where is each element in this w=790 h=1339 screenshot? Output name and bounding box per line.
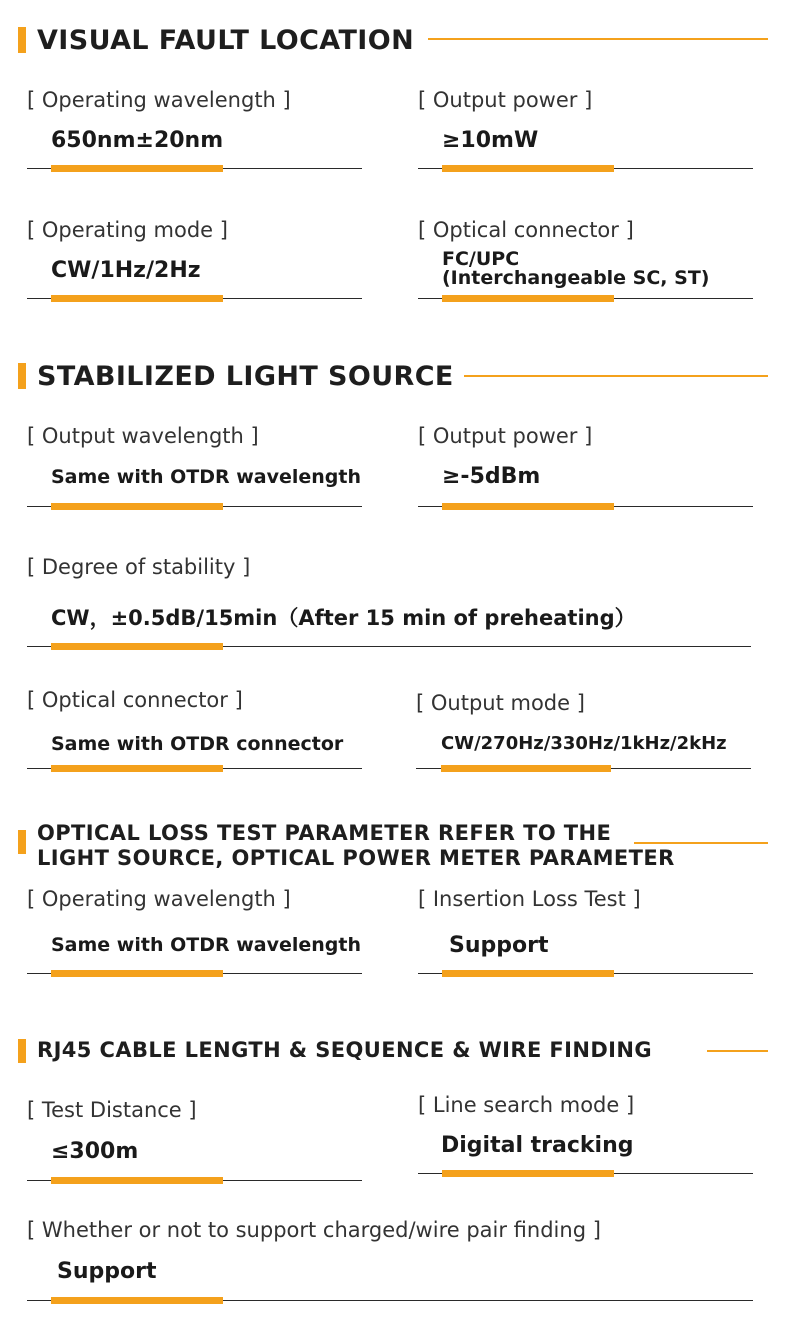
param-accent-bar	[442, 295, 614, 302]
section-title-line	[707, 1050, 768, 1052]
param-accent-bar	[441, 765, 611, 772]
param-label: [ Whether or not to support charged/wire pair finding ]	[27, 1218, 601, 1242]
param-label: [ Optical connector ]	[27, 688, 243, 712]
section-title-line	[634, 842, 768, 844]
section-marker	[18, 1039, 26, 1063]
param-value: FC/UPC	[442, 248, 520, 270]
param-accent-bar	[51, 765, 223, 772]
param-value: 650nm±20nm	[51, 128, 224, 153]
section-marker	[18, 830, 26, 854]
param-value: CW，±0.5dB/15min（After 15 min of preheating）	[51, 606, 636, 630]
param-accent-bar	[442, 1170, 614, 1177]
section-marker	[18, 27, 26, 53]
section-marker	[18, 363, 26, 389]
param-value-line2: (Interchangeable SC, ST)	[442, 267, 710, 289]
param-label: [ Output wavelength ]	[27, 424, 259, 448]
param-value: ≥-5dBm	[442, 464, 541, 489]
param-accent-bar	[51, 970, 223, 977]
param-label: [ Insertion Loss Test ]	[418, 887, 641, 911]
section-title: RJ45 CABLE LENGTH & SEQUENCE & WIRE FINDING	[37, 1038, 653, 1062]
section-title: VISUAL FAULT LOCATION	[37, 25, 415, 56]
param-accent-bar	[51, 1297, 223, 1304]
param-value: Digital tracking	[441, 1133, 634, 1158]
section-title: OPTICAL LOSS TEST PARAMETER REFER TO THE	[37, 821, 612, 845]
param-accent-bar	[442, 165, 614, 172]
param-label: [ Operating wavelength ]	[27, 88, 291, 112]
section-title: STABILIZED LIGHT SOURCE	[37, 361, 454, 392]
param-label: [ Operating wavelength ]	[27, 887, 291, 911]
param-accent-bar	[51, 643, 223, 650]
param-value: Same with OTDR wavelength	[51, 934, 362, 956]
section-title-line	[428, 38, 768, 40]
param-label: [ Optical connector ]	[418, 218, 634, 242]
param-label: [ Test Distance ]	[27, 1098, 197, 1122]
section-title-line2: LIGHT SOURCE, OPTICAL POWER METER PARAMETER	[37, 846, 675, 870]
param-value: Support	[57, 1259, 157, 1284]
section-title-line	[464, 375, 768, 377]
param-label: [ Degree of stability ]	[27, 555, 251, 579]
param-accent-bar	[51, 165, 223, 172]
param-value: Same with OTDR connector	[51, 733, 344, 755]
param-label: [ Output power ]	[418, 88, 593, 112]
param-value: ≤300m	[51, 1139, 139, 1164]
param-accent-bar	[51, 1177, 223, 1184]
param-label: [ Operating mode ]	[27, 218, 228, 242]
param-label: [ Output power ]	[418, 424, 593, 448]
param-value: ≥10mW	[442, 128, 539, 153]
param-accent-bar	[442, 503, 614, 510]
param-accent-bar	[51, 503, 223, 510]
param-value: CW/1Hz/2Hz	[51, 258, 201, 283]
param-label: [ Line search mode ]	[418, 1093, 635, 1117]
param-value: Support	[449, 933, 549, 958]
param-value: CW/270Hz/330Hz/1kHz/2kHz	[441, 733, 727, 754]
param-accent-bar	[51, 295, 223, 302]
param-value: Same with OTDR wavelength	[51, 466, 362, 488]
param-accent-bar	[442, 970, 614, 977]
param-label: [ Output mode ]	[416, 691, 585, 715]
